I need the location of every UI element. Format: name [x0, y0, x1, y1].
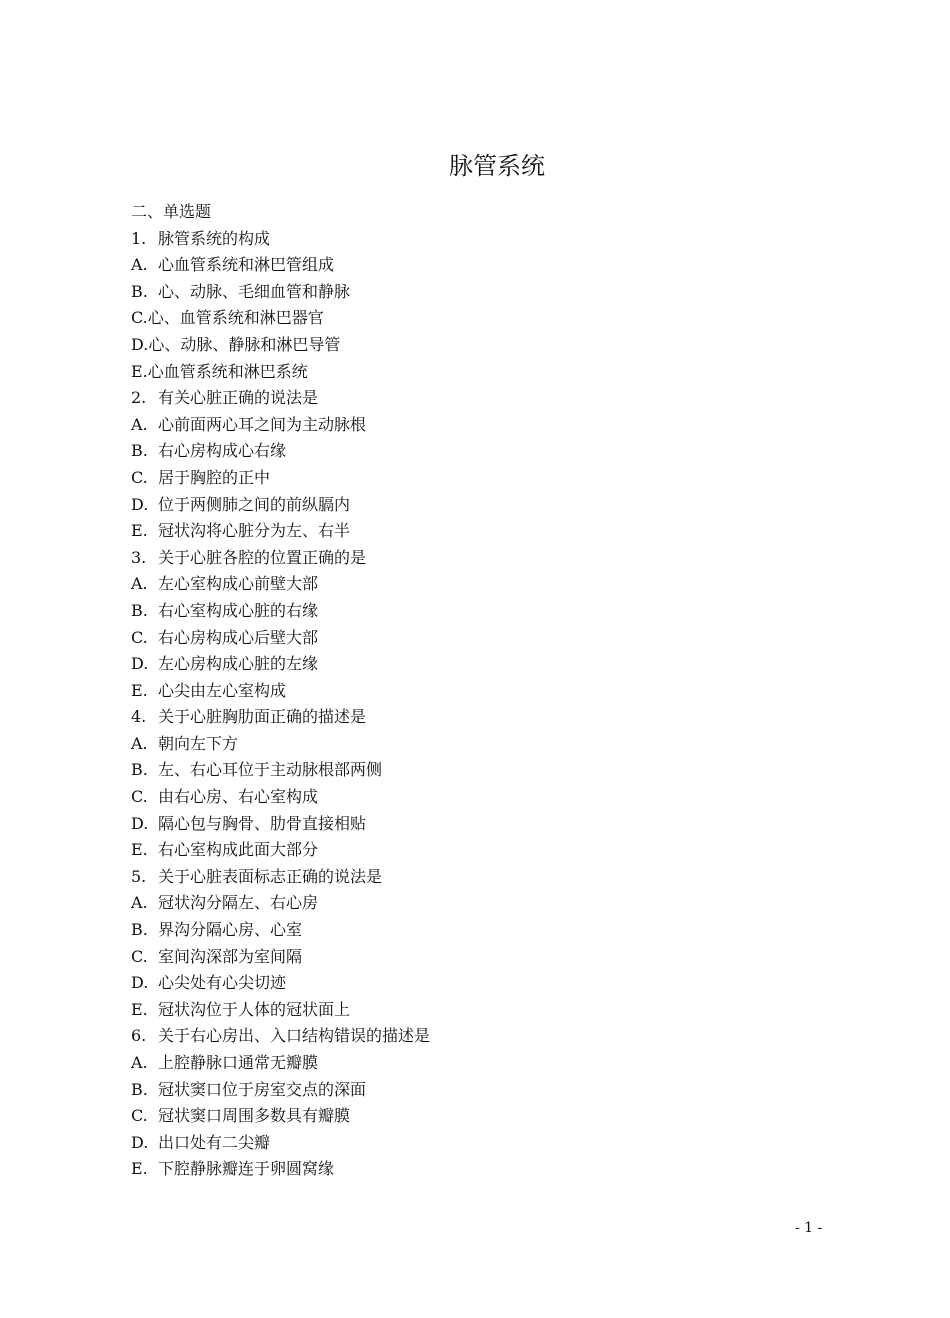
answer-option	[131, 1130, 831, 1157]
answer-option	[131, 1050, 831, 1077]
option-text: 左、右心耳位于主动脉根部两侧	[158, 760, 383, 780]
option-letter: B.	[131, 920, 148, 940]
option-letter: A.	[131, 1053, 148, 1072]
option-text: 朝向左下方	[158, 733, 239, 753]
question-text: 关于心脏表面标志正确的说法是	[158, 866, 383, 886]
option-letter: C.	[131, 946, 148, 966]
option-text: 心、动脉、静脉和淋巴导管	[148, 334, 341, 354]
option-letter: E.	[131, 840, 148, 860]
option-letter: D.	[131, 813, 149, 833]
option-text: 位于两侧肺之间的前纵膈内	[158, 494, 351, 514]
option-letter: D.	[131, 654, 149, 674]
question-text: 关于心脏各腔的位置正确的是	[158, 547, 367, 567]
answer-option	[131, 890, 831, 917]
option-letter: E.	[131, 680, 148, 700]
option-letter: B.	[131, 760, 148, 780]
option-text: 右心房构成心右缘	[158, 441, 287, 461]
answer-option	[131, 651, 831, 678]
answer-option	[131, 598, 831, 625]
question-lines	[131, 226, 831, 1183]
option-text: 冠状沟分隔左、右心房	[158, 893, 319, 913]
question-stem	[131, 545, 831, 572]
answer-option	[131, 1156, 831, 1183]
answer-option	[131, 252, 831, 279]
option-text: 右心房构成心后壁大部	[158, 627, 319, 647]
option-text: 右心室构成此面大部分	[158, 840, 319, 860]
option-text: 右心室构成心脏的右缘	[158, 600, 319, 620]
page-title: 脉管系统	[449, 152, 545, 180]
option-letter: C.	[131, 627, 148, 647]
option-text: 心、动脉、毛细血管和静脉	[158, 281, 351, 301]
option-letter: D.	[131, 494, 149, 514]
option-text: 左心室构成心前壁大部	[158, 574, 319, 594]
answer-option	[131, 571, 831, 598]
option-text: 室间沟深部为室间隔	[158, 946, 303, 966]
option-letter: B.	[131, 1079, 148, 1099]
option-text: 冠状窦口周围多数具有瓣膜	[158, 1106, 351, 1126]
answer-option	[131, 518, 831, 545]
option-text: 心前面两心耳之间为主动脉根	[158, 414, 367, 434]
option-letter: B.	[131, 441, 148, 461]
answer-option	[131, 359, 831, 386]
answer-option	[131, 944, 831, 971]
answer-option	[131, 678, 831, 705]
option-letter: C.	[131, 467, 148, 487]
option-text: 上腔静脉口通常无瓣膜	[158, 1053, 319, 1072]
option-letter: A.	[131, 893, 148, 913]
option-letter: A.	[131, 414, 148, 434]
option-text: 心、血管系统和淋巴器官	[147, 308, 324, 328]
answer-option	[131, 997, 831, 1024]
option-letter: B.	[131, 281, 148, 301]
answer-option	[131, 731, 831, 758]
question-number: 3.	[131, 547, 147, 567]
question-number: 1.	[131, 228, 147, 248]
option-text: 心尖由左心室构成	[158, 680, 287, 700]
question-number: 6.	[131, 1026, 147, 1046]
question-stem	[131, 385, 831, 412]
answer-option	[131, 332, 831, 359]
answer-option	[131, 757, 831, 784]
option-letter: A.	[131, 255, 148, 275]
option-letter: E.	[131, 999, 148, 1019]
question-stem	[131, 1023, 831, 1050]
option-text: 居于胸腔的正中	[158, 467, 271, 487]
option-text: 界沟分隔心房、心室	[158, 920, 303, 940]
question-number: 2.	[131, 388, 147, 408]
option-text: 左心房构成心脏的左缘	[158, 654, 319, 674]
option-text: 隔心包与胸骨、肋骨直接相贴	[158, 813, 367, 833]
question-list	[131, 199, 831, 1183]
question-stem	[131, 704, 831, 731]
answer-option	[131, 917, 831, 944]
option-letter: B.	[131, 600, 148, 620]
answer-option	[131, 1077, 831, 1104]
answer-option	[131, 305, 831, 332]
option-letter: A.	[131, 733, 148, 753]
option-text: 心血管系统和淋巴系统	[147, 361, 308, 381]
option-letter: D.	[131, 1132, 149, 1152]
option-letter: C.	[131, 308, 148, 328]
option-text: 下腔静脉瓣连于卵圆窝缘	[158, 1159, 335, 1179]
answer-option	[131, 492, 831, 519]
section-heading: 二、单选题	[131, 202, 212, 221]
answer-option	[131, 1103, 831, 1130]
answer-option	[131, 837, 831, 864]
option-letter: D.	[131, 973, 149, 993]
option-letter: A.	[131, 574, 148, 594]
option-text: 冠状沟将心脏分为左、右半	[158, 521, 351, 541]
option-text: 出口处有二尖瓣	[158, 1132, 271, 1152]
option-letter: C.	[131, 1106, 148, 1126]
page-number: - 1 -	[795, 1220, 823, 1236]
answer-option	[131, 784, 831, 811]
option-letter: E.	[131, 521, 148, 541]
question-number: 5.	[131, 866, 147, 886]
option-text: 冠状窦口位于房室交点的深面	[158, 1079, 367, 1099]
option-letter: E.	[131, 1159, 148, 1179]
option-text: 冠状沟位于人体的冠状面上	[158, 999, 351, 1019]
option-letter: D.	[131, 334, 149, 354]
option-text: 心血管系统和淋巴管组成	[158, 255, 335, 275]
answer-option	[131, 970, 831, 997]
answer-option	[131, 438, 831, 465]
answer-option	[131, 465, 831, 492]
question-text: 关于心脏胸肋面正确的描述是	[158, 707, 367, 727]
answer-option	[131, 625, 831, 652]
option-text: 心尖处有心尖切迹	[158, 973, 287, 993]
option-letter: C.	[131, 787, 148, 807]
answer-option	[131, 279, 831, 306]
question-text: 脉管系统的构成	[158, 228, 271, 248]
question-stem	[131, 864, 831, 891]
answer-option	[131, 811, 831, 838]
question-number: 4.	[131, 707, 147, 727]
option-text: 由右心房、右心室构成	[158, 787, 319, 807]
question-stem	[131, 226, 831, 253]
option-letter: E.	[131, 361, 148, 381]
question-text: 关于右心房出、入口结构错误的描述是	[158, 1026, 431, 1046]
question-text: 有关心脏正确的说法是	[158, 388, 319, 408]
answer-option	[131, 412, 831, 439]
